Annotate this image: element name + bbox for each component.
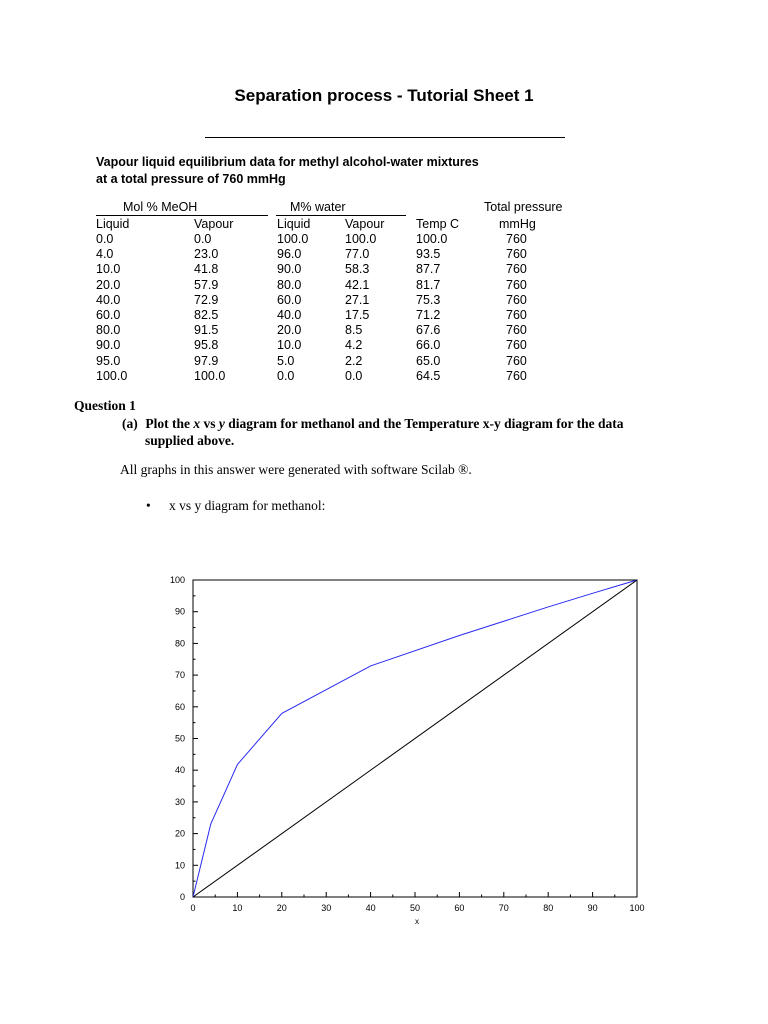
y-tick-label: 40 xyxy=(174,765,185,776)
table-cell: 60.0 xyxy=(277,292,302,307)
table-cell: 75.3 xyxy=(416,292,441,307)
table-cell: 760 xyxy=(506,292,527,307)
table-cell: 4.2 xyxy=(345,338,363,353)
group-header-meoh: Mol % MeOH xyxy=(123,200,198,214)
table-cell: 100.0 xyxy=(277,232,309,246)
table-cell: 58.3 xyxy=(345,262,370,277)
table-cell: 100.0 xyxy=(416,232,448,246)
table-cell: 760 xyxy=(506,262,527,277)
y-tick-label: 90 xyxy=(174,606,185,617)
col-header: Vapour xyxy=(345,217,385,231)
table-cell: 97.9 xyxy=(194,353,219,368)
part-text-post: diagram for methanol and the Temperature x-y diagram for the data xyxy=(224,416,624,431)
table-cell: 40.0 xyxy=(96,292,121,307)
table-cell: 760 xyxy=(506,232,527,246)
y-tick-label: 20 xyxy=(174,828,185,839)
x-tick-label: 70 xyxy=(498,903,509,913)
part-text-line-2: supplied above. xyxy=(145,433,235,448)
y-tick-label: 10 xyxy=(174,860,185,871)
table-cell: 100.0 xyxy=(345,232,377,246)
y-tick-label: 0 xyxy=(179,892,185,902)
table-cell: 66.0 xyxy=(416,338,441,353)
table-cell: 10.0 xyxy=(277,338,302,353)
table-cell: 95.8 xyxy=(194,338,219,353)
part-text-vs: vs xyxy=(200,416,219,431)
x-tick-label: 10 xyxy=(232,903,243,913)
y-tick-label: 100 xyxy=(169,575,185,585)
x-tick-label: 50 xyxy=(409,903,421,913)
x-tick-label: 30 xyxy=(321,903,332,913)
col-header: Temp C xyxy=(416,217,460,231)
x-axis-label: x xyxy=(415,917,419,926)
x-tick-label: 0 xyxy=(190,903,196,913)
table-cell: 64.5 xyxy=(416,368,441,383)
table-cell: 91.5 xyxy=(194,323,219,338)
table-cell: 95.0 xyxy=(96,353,121,368)
y-tick-label: 50 xyxy=(174,733,185,744)
table-cell: 760 xyxy=(506,353,527,368)
table-cell: 96.0 xyxy=(277,247,302,262)
table-cell: 87.7 xyxy=(416,262,441,277)
question-label: Question 1 xyxy=(74,398,136,413)
x-tick-label: 90 xyxy=(587,903,598,913)
x-tick-label: 100 xyxy=(629,903,645,913)
x-tick-label: 80 xyxy=(543,903,554,913)
table-cell: 77.0 xyxy=(345,247,370,262)
page-title: Separation process - Tutorial Sheet 1 xyxy=(234,86,534,105)
table-cell: 5.0 xyxy=(277,353,295,368)
table-cell: 27.1 xyxy=(345,292,370,307)
table-cell: 40.0 xyxy=(277,308,302,322)
y-tick-label: 30 xyxy=(174,796,185,807)
table-cell: 4.0 xyxy=(96,247,114,262)
table-cell: 80.0 xyxy=(96,323,121,338)
table-cell: 82.5 xyxy=(194,308,219,322)
table-cell: 72.9 xyxy=(194,292,219,307)
part-y-var: y xyxy=(218,416,225,431)
x-tick-label: 40 xyxy=(365,903,376,913)
table-cell: 65.0 xyxy=(416,353,441,368)
col-header: Vapour xyxy=(194,217,234,231)
table-cell: 93.5 xyxy=(416,247,441,262)
x-tick-label: 60 xyxy=(454,903,465,913)
table-cell: 760 xyxy=(506,308,527,322)
software-note: All graphs in this answer were generated with software Scilab ®. xyxy=(120,462,472,477)
table-cell: 760 xyxy=(506,277,527,292)
table-cell: 100.0 xyxy=(194,368,226,383)
group-header-pressure: Total pressure xyxy=(484,200,563,214)
table-cell: 20.0 xyxy=(96,277,121,292)
table-cell: 67.6 xyxy=(416,323,441,338)
table-cell: 0.0 xyxy=(277,368,295,383)
table-cell: 17.5 xyxy=(345,308,370,322)
table-cell: 760 xyxy=(506,247,527,262)
table-cell: 20.0 xyxy=(277,323,302,338)
col-header: Liquid xyxy=(96,217,130,231)
col-header: Liquid xyxy=(277,217,311,231)
table-cell: 760 xyxy=(506,323,527,338)
table-cell: 60.0 xyxy=(96,308,121,322)
table-cell: 100.0 xyxy=(96,368,128,383)
table-cell: 57.9 xyxy=(194,277,219,292)
table-cell: 0.0 xyxy=(194,232,212,246)
table-caption-line-1: Vapour liquid equilibrium data for methyl alcohol-water mixtures xyxy=(96,155,479,169)
table-cell: 0.0 xyxy=(345,368,363,383)
table-cell: 8.5 xyxy=(345,323,363,338)
y-tick-label: 70 xyxy=(174,670,185,681)
table-cell: 2.2 xyxy=(345,353,363,368)
table-cell: 80.0 xyxy=(277,277,302,292)
table-cell: 71.2 xyxy=(416,308,441,322)
table-cell: 81.7 xyxy=(416,277,441,292)
table-cell: 760 xyxy=(506,368,527,383)
part-text-pre: Plot the xyxy=(145,416,194,431)
table-cell: 41.8 xyxy=(194,262,219,277)
bullet-icon: • xyxy=(146,498,151,513)
part-x-var: x xyxy=(193,416,201,431)
y-tick-label: 80 xyxy=(174,638,185,649)
col-header: mmHg xyxy=(499,217,536,231)
table-cell: 90.0 xyxy=(277,262,302,277)
table-cell: 0.0 xyxy=(96,232,114,246)
group-header-water: M% water xyxy=(290,200,346,214)
table-cell: 760 xyxy=(506,338,527,353)
table-caption-line-2: at a total pressure of 760 mmHg xyxy=(96,172,286,186)
bullet-text: x vs y diagram for methanol: xyxy=(169,498,326,513)
table-cell: 42.1 xyxy=(345,277,370,292)
part-label: (a) xyxy=(122,416,138,431)
x-tick-label: 20 xyxy=(276,903,287,913)
table-cell: 23.0 xyxy=(194,247,219,262)
table-cell: 90.0 xyxy=(96,338,121,353)
y-tick-label: 60 xyxy=(174,701,185,712)
table-cell: 10.0 xyxy=(96,262,121,277)
